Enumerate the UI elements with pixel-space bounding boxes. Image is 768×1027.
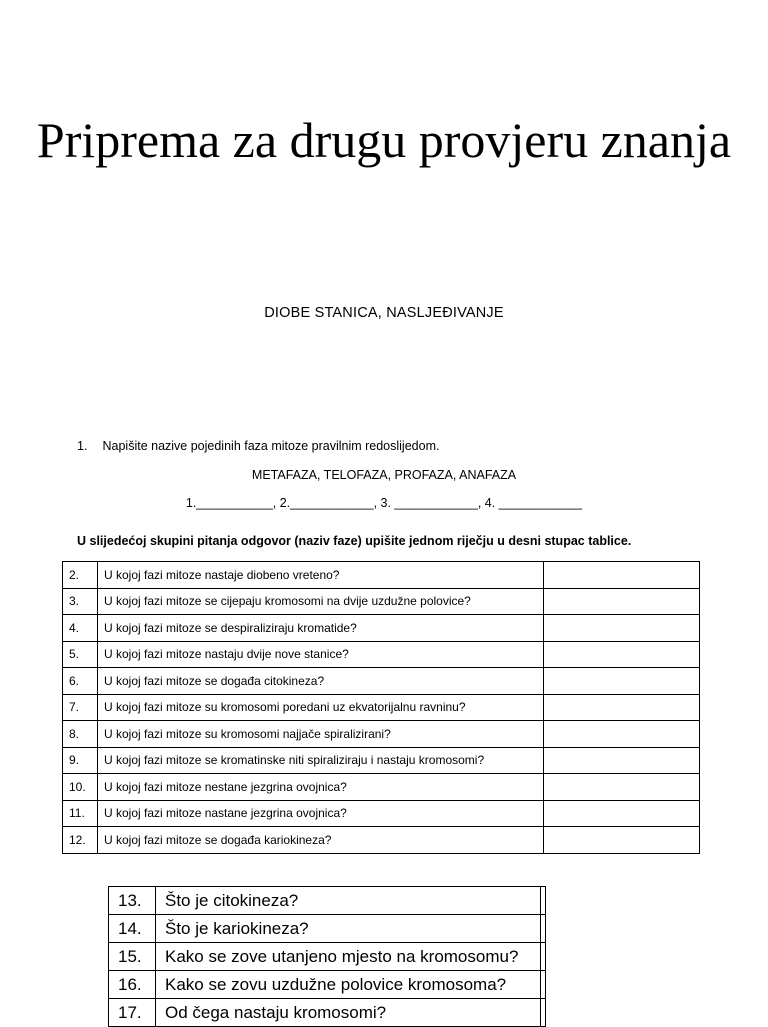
question-text: Što je citokineza? (156, 887, 541, 915)
question-text: Kako se zove utanjeno mjesto na kromosomu? (156, 943, 541, 971)
question-1 (77, 439, 439, 453)
question-number: 14. (109, 915, 156, 943)
question-number: 10. (63, 774, 98, 801)
answer-cell[interactable] (544, 694, 700, 721)
question-number: 1. (77, 439, 88, 453)
answer-cell[interactable] (544, 615, 700, 642)
table-row (63, 747, 700, 774)
question-number: 13. (109, 887, 156, 915)
question-number: 8. (63, 721, 98, 748)
answer-cell[interactable] (541, 887, 546, 915)
question-text: U kojoj fazi mitoze se događa citokineza? (98, 668, 544, 695)
table-row (109, 915, 546, 943)
question-number: 5. (63, 641, 98, 668)
answer-cell[interactable] (544, 588, 700, 615)
question-text: U kojoj fazi mitoze nastaje diobeno vreteno? (98, 562, 544, 589)
page-title: Priprema za drugu provjeru znanja (36, 112, 732, 168)
answer-cell[interactable] (544, 747, 700, 774)
question-number: 6. (63, 668, 98, 695)
question-number: 4. (63, 615, 98, 642)
table-row (63, 615, 700, 642)
page-subtitle: DIOBE STANICA, NASLJEĐIVANJE (264, 305, 504, 321)
question-number: 9. (63, 747, 98, 774)
question-number: 11. (63, 800, 98, 827)
table-row (63, 721, 700, 748)
question-number: 7. (63, 694, 98, 721)
table-row (109, 887, 546, 915)
table-row (63, 641, 700, 668)
question-number: 17. (109, 999, 156, 1027)
answer-cell[interactable] (541, 943, 546, 971)
table-row (63, 694, 700, 721)
question-text: U kojoj fazi mitoze se kromatinske niti spiraliziraju i nastaju kromosomi? (98, 747, 544, 774)
table-row (63, 588, 700, 615)
answer-cell[interactable] (541, 999, 546, 1027)
table-row (63, 827, 700, 854)
answer-cell[interactable] (541, 915, 546, 943)
answer-cell[interactable] (544, 800, 700, 827)
question-text: Od čega nastaju kromosomi? (156, 999, 541, 1027)
answer-cell[interactable] (544, 641, 700, 668)
question-text: U kojoj fazi mitoze se događa kariokineza? (98, 827, 544, 854)
answer-cell[interactable] (544, 827, 700, 854)
answer-cell[interactable] (544, 668, 700, 695)
answer-cell[interactable] (544, 721, 700, 748)
table-row (109, 943, 546, 971)
mitosis-phase-table (62, 561, 700, 854)
table-row (109, 971, 546, 999)
table-row (109, 999, 546, 1027)
question-text: Napišite nazive pojedinih faza mitoze pravilnim redoslijedom. (102, 439, 440, 453)
question-text: Kako se zovu uzdužne polovice kromosoma? (156, 971, 541, 999)
question-text: U kojoj fazi mitoze nestane jezgrina ovojnica? (98, 774, 544, 801)
phase-list: METAFAZA, TELOFAZA, PROFAZA, ANAFAZA (251, 468, 517, 482)
table-row (63, 668, 700, 695)
table-row (63, 774, 700, 801)
question-number: 2. (63, 562, 98, 589)
definitions-table (108, 886, 546, 1027)
table-row (63, 562, 700, 589)
question-text: U kojoj fazi mitoze su kromosomi poredani uz ekvatorijalnu ravninu? (98, 694, 544, 721)
question-text: Što je kariokineza? (156, 915, 541, 943)
answer-cell[interactable] (544, 562, 700, 589)
question-text: U kojoj fazi mitoze su kromosomi najjače spiralizirani? (98, 721, 544, 748)
question-number: 16. (109, 971, 156, 999)
question-text: U kojoj fazi mitoze nastane jezgrina ovojnica? (98, 800, 544, 827)
question-text: U kojoj fazi mitoze se despiraliziraju kromatide? (98, 615, 544, 642)
answer-blanks: 1.___________, 2.____________, 3. ____________, 4. ____________ (185, 496, 583, 510)
question-text: U kojoj fazi mitoze nastaju dvije nove stanice? (98, 641, 544, 668)
question-number: 12. (63, 827, 98, 854)
answer-cell[interactable] (544, 774, 700, 801)
table-row (63, 800, 700, 827)
instruction-text: U slijedećoj skupini pitanja odgovor (naziv faze) upišite jednom riječju u desni stupac tablice. (77, 534, 632, 548)
question-number: 3. (63, 588, 98, 615)
question-number: 15. (109, 943, 156, 971)
answer-cell[interactable] (541, 971, 546, 999)
question-text: U kojoj fazi mitoze se cijepaju kromosomi na dvije uzdužne polovice? (98, 588, 544, 615)
